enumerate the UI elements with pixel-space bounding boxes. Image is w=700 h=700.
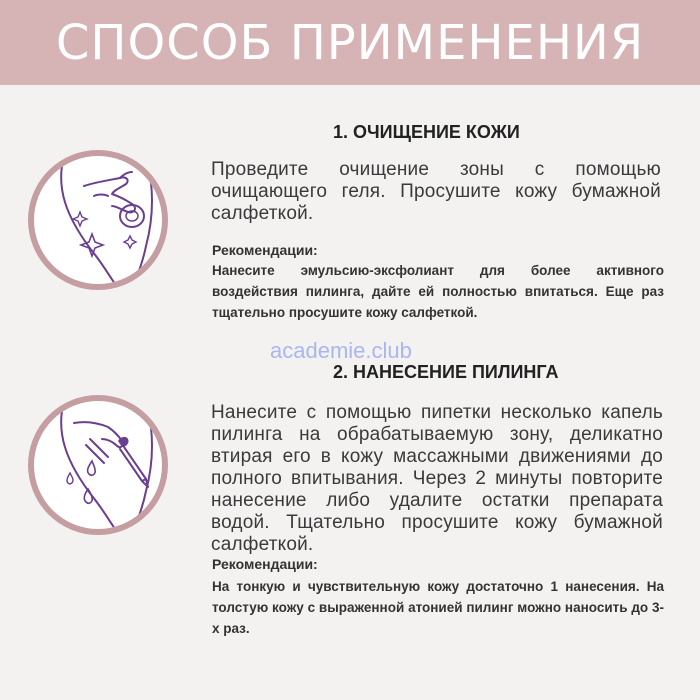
hand-pipette-icon (34, 401, 162, 529)
step2-rec-text: На тонкую и чувствительную кожу достаточно 1 нанесения. На толстую кожу с выраженной атонией пилинг можно наносить до 3-х раз. (212, 579, 664, 636)
step1-rec-label: Рекомендации: (212, 242, 318, 258)
step2-title: 2. НАНЕСЕНИЕ ПИЛИНГА (333, 362, 559, 382)
step2-illustration (28, 395, 168, 535)
page-title: СПОСОБ ПРИМЕНЕНИЯ (55, 14, 645, 71)
step2-rec-label: Рекомендации: (212, 556, 318, 572)
step1-title: 1. ОЧИЩЕНИЕ КОЖИ (333, 122, 520, 142)
step1-illustration (28, 150, 168, 290)
watermark: academie.club (270, 338, 412, 363)
step1-rec-text: Нанесите эмульсию-эксфолиант для более активного воздействия пилинга, дайте ей полностью впитаться. Еще раз тщательно просушите кожу салфеткой. (212, 263, 664, 320)
hand-cleansing-icon (34, 156, 162, 284)
step2-text: Нанесите с помощью пипетки несколько капель пилинга на обрабатываемую зону, деликатно втирая его в кожу массажными движениями до полного впитывания. Через 2 минуты повторите нанесение либо удалите остатки препарата водой. Тщательно просушите кожу бумажной салфеткой. (211, 402, 663, 555)
step1-text: Проведите очищение зоны с помощью очищающего геля. Просушите кожу бумажной салфеткой. (211, 159, 661, 224)
